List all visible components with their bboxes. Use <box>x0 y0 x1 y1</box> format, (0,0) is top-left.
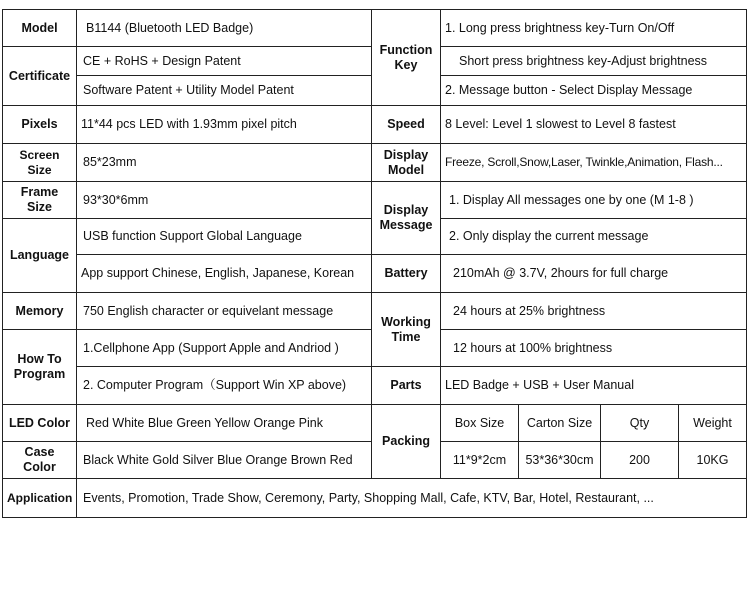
working-time-line-1: 24 hours at 25% brightness <box>441 293 747 330</box>
function-key-line-3: 2. Message button - Select Display Message <box>441 76 747 106</box>
frame-size-label: Frame Size <box>3 182 77 219</box>
table-row <box>3 144 747 182</box>
table-row <box>3 293 747 330</box>
language-line-2: App support Chinese, English, Japanese, Korean <box>77 255 372 293</box>
language-line-1: USB function Support Global Language <box>77 219 372 255</box>
application-value: Events, Promotion, Trade Show, Ceremony, Party, Shopping Mall, Cafe, KTV, Bar, Hotel, Restaurant, ... <box>77 479 747 518</box>
certificate-line-1: CE + RoHS + Design Patent <box>77 47 372 76</box>
memory-label: Memory <box>3 293 77 330</box>
display-model-value: Freeze, Scroll,Snow,Laser, Twinkle,Animation, Flash... <box>441 144 747 182</box>
screen-size-value: 85*23mm <box>77 144 372 182</box>
battery-label: Battery <box>372 255 441 293</box>
parts-label: Parts <box>372 367 441 405</box>
packing-label: Packing <box>372 405 441 479</box>
speed-value: 8 Level: Level 1 slowest to Level 8 fastest <box>441 106 747 144</box>
packing-header-box-size: Box Size <box>441 405 519 442</box>
display-message-label: Display Message <box>372 182 441 255</box>
table-row <box>3 106 747 144</box>
table-row <box>3 367 747 405</box>
frame-size-value: 93*30*6mm <box>77 182 372 219</box>
model-value: B1144 (Bluetooth LED Badge) <box>77 10 372 47</box>
speed-label: Speed <box>372 106 441 144</box>
table-row <box>3 255 747 293</box>
spec-table <box>2 9 747 518</box>
table-row <box>3 182 747 219</box>
how-to-program-line-1: 1.Cellphone App (Support Apple and Andriod ) <box>77 330 372 367</box>
certificate-line-2: Software Patent + Utility Model Patent <box>77 76 372 106</box>
case-color-label: Case Color <box>3 442 77 479</box>
packing-header-qty: Qty <box>601 405 679 442</box>
led-color-label: LED Color <box>3 405 77 442</box>
parts-value: LED Badge + USB + User Manual <box>441 367 747 405</box>
working-time-line-2: 12 hours at 100% brightness <box>441 330 747 367</box>
table-row <box>3 479 747 518</box>
working-time-label: Working Time <box>372 293 441 367</box>
certificate-label: Certificate <box>3 47 77 106</box>
function-key-line-1: 1. Long press brightness key-Turn On/Off <box>441 10 747 47</box>
display-model-label: Display Model <box>372 144 441 182</box>
packing-carton-size: 53*36*30cm <box>519 442 601 479</box>
case-color-value: Black White Gold Silver Blue Orange Brown Red <box>77 442 372 479</box>
table-row <box>3 10 747 47</box>
memory-value: 750 English character or equivelant message <box>77 293 372 330</box>
function-key-line-2: Short press brightness key-Adjust brightness <box>441 47 747 76</box>
packing-qty: 200 <box>601 442 679 479</box>
packing-header-weight: Weight <box>679 405 747 442</box>
pixels-label: Pixels <box>3 106 77 144</box>
led-color-value: Red White Blue Green Yellow Orange Pink <box>77 405 372 442</box>
function-key-label: Function Key <box>372 10 441 106</box>
battery-value: 210mAh @ 3.7V, 2hours for full charge <box>441 255 747 293</box>
packing-header-carton-size: Carton Size <box>519 405 601 442</box>
display-message-line-2: 2. Only display the current message <box>441 219 747 255</box>
pixels-value: 11*44 pcs LED with 1.93mm pixel pitch <box>77 106 372 144</box>
table-row <box>3 405 747 442</box>
model-label: Model <box>3 10 77 47</box>
packing-box-size: 11*9*2cm <box>441 442 519 479</box>
how-to-program-line-2: 2. Computer Program（Support Win XP above) <box>77 367 372 405</box>
screen-size-label: Screen Size <box>3 144 77 182</box>
how-to-program-label: How To Program <box>3 330 77 405</box>
language-label: Language <box>3 219 77 293</box>
application-label: Application <box>3 479 77 518</box>
display-message-line-1: 1. Display All messages one by one (M 1-8 ) <box>441 182 747 219</box>
packing-weight: 10KG <box>679 442 747 479</box>
